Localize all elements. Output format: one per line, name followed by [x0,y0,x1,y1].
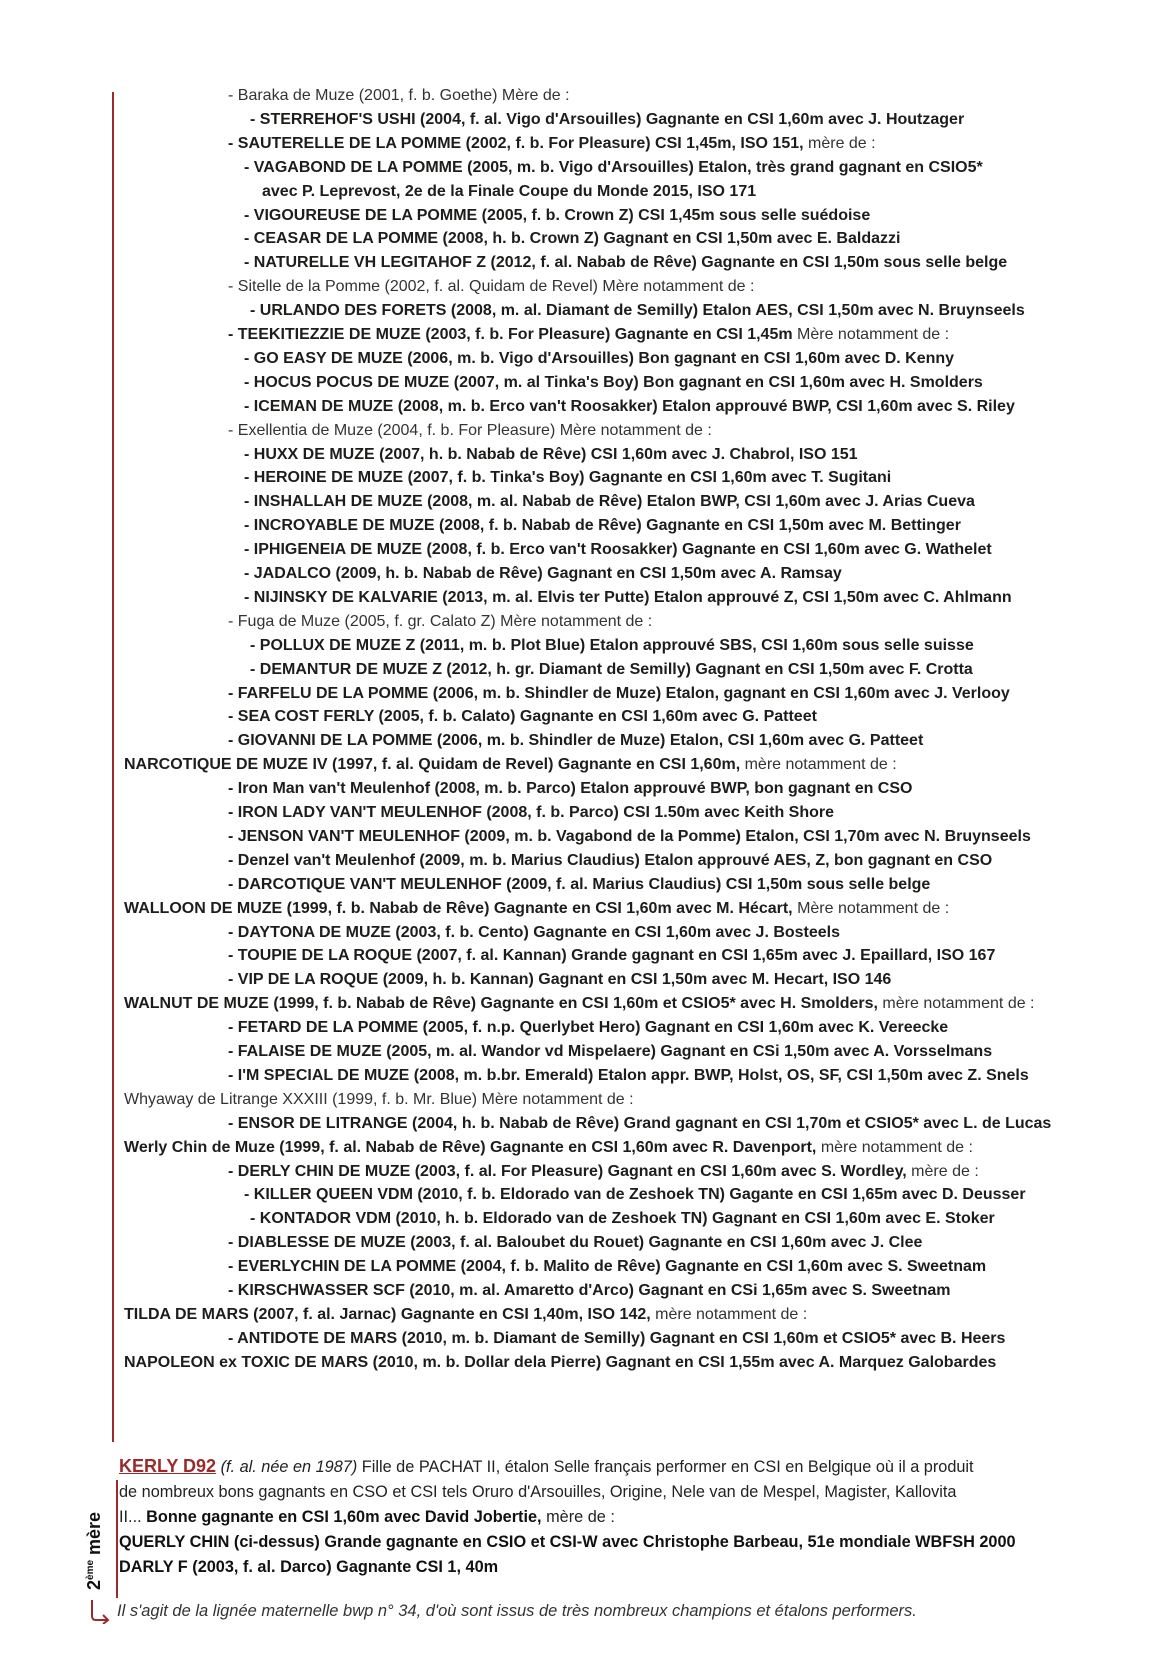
lineage-line [228,609,652,634]
kerly-line-5: DARLY F (2003, f. al. Darco) Gagnante CSI 1, 40m [119,1558,499,1576]
kerly-line-2: de nombreux bons gagnants en CSO et CSI tels Oruro d'Arsouilles, Origine, Nele van de Mespel, Magister, Kallovita [119,1483,957,1501]
lineage-line [228,1015,948,1040]
lineage-line-bold: TILDA DE MARS (2007, f. al. Jarnac) Gagnante en CSI 1,40m, ISO 142, [124,1305,651,1323]
lineage-line-text: - Exellentia de Muze (2004, f. b. For Pleasure) Mère notamment de : [228,421,712,439]
lineage-line-rest: mère de : [803,134,876,152]
lineage-line-bold: - TEEKITIEZZIE DE MUZE (2003, f. b. For Pleasure) Gagnante en CSI 1,45m [228,326,793,343]
lineage-line [228,1254,986,1279]
lineage-line-bold: - IRON LADY VAN'T MEULENHOF (2008, f. b. Parco) CSI 1.50m avec Keith Shore [228,804,835,821]
lineage-line [228,681,1010,706]
lineage-line [228,1326,1005,1351]
lineage-line [228,274,754,299]
lineage-line-bold: - VIP DE LA ROQUE (2009, h. b. Kannan) Gagnant en CSI 1,50m avec M. Hecart, ISO 146 [228,971,892,989]
lineage-line [250,107,964,132]
lineage-line [228,83,570,108]
lineage-line [228,800,834,825]
lineage-line [228,418,712,443]
kerly-line-3 [119,1505,1119,1530]
lineage-line-rest: mère notamment de : [740,756,897,774]
lineage-line [244,561,842,586]
lineage-line [228,1039,992,1064]
lineage-line-bold: - DERLY CHIN DE MUZE (2003, f. al. For Pleasure) Gagnant en CSI 1,60m avec S. Wordley, [228,1162,907,1180]
lineage-line [228,1278,951,1303]
lineage-line-bold: - URLANDO DES FORETS (2008, m. al. Diamant de Semilly) Etalon AES, CSI 1,50m avec N. Bruynseels [250,302,1025,320]
lineage-line [244,250,1007,275]
lineage-line [124,1302,807,1327]
lineage-line-bold: - Iron Man van't Meulenhof (2008, m. b. Parco) Etalon approuvé BWP, bon gagnant en CSO [228,780,913,798]
kerly-desc-1: Fille de PACHAT II, étalon Selle français performer en CSI en Belgique où il a produit [357,1458,974,1476]
lineage-line-bold: avec P. Leprevost, 2e de la Finale Coupe du Monde 2015, ISO 171 [262,182,757,200]
lineage-line-bold: - GO EASY DE MUZE (2006, m. b. Vigo d'Arsouilles) Bon gagnant en CSI 1,60m avec D. Kenny [244,349,955,367]
lineage-rule [112,92,114,1442]
lineage-line-bold: - HOCUS POCUS DE MUZE (2007, m. al Tinka's Boy) Bon gagnant en CSI 1,60m avec H. Smolders [244,373,983,391]
lineage-line [244,489,975,514]
lineage-line [250,633,974,658]
lineage-line-bold: - DARCOTIQUE VAN'T MEULENHOF (2009, f. al. Marius Claudius) CSI 1,50m sous selle belge [228,875,931,893]
lineage-line [124,752,897,777]
lineage-line [228,920,840,945]
lineage-line [228,1159,979,1184]
return-arrow-icon [86,1598,112,1624]
lineage-line [228,131,876,156]
lineage-line-rest: mère de : [906,1162,979,1180]
lineage-line-bold: NAPOLEON ex TOXIC DE MARS (2010, m. b. Dollar dela Pierre) Gagnant en CSI 1,55m avec A. Marquez Galobardes [124,1353,997,1371]
lineage-line [228,848,992,873]
lineage-line-bold: - JADALCO (2009, h. b. Nabab de Rêve) Gagnant en CSI 1,50m avec A. Ramsay [244,565,842,582]
lineage-line-bold: - FETARD DE LA POMME (2005, f. n.p. Querlybet Hero) Gagnant en CSI 1,60m avec K. Vereecke [228,1019,949,1037]
lineage-line-text: - Baraka de Muze (2001, f. b. Goethe) Mère de : [228,87,570,104]
lineage-line [228,728,923,753]
lineage-line-bold: - CEASAR DE LA POMME (2008, h. b. Crown Z) Gagnant en CSI 1,50m avec E. Baldazzi [244,230,901,248]
lineage-line-bold: - Denzel van't Meulenhof (2009, m. b. Marius Claudius) Etalon approuvé AES, Z, bon gagnant en CSO [228,851,993,869]
lineage-line-bold: - VAGABOND DE LA POMME (2005, m. b. Vigo d'Arsouilles) Etalon, très grand gagnant en CSIO5* [244,158,983,176]
kerly-subtitle: (f. al. née en 1987) [220,1458,358,1476]
lineage-line-rest: Mère notamment de : [792,326,950,343]
lineage-line-bold: - HEROINE DE MUZE (2007, f. b. Tinka's Boy) Gagnante en CSI 1,60m avec T. Sugitani [244,469,892,487]
lineage-line [124,991,1035,1016]
lineage-line-text: Whyaway de Litrange XXXIII (1999, f. b. Mr. Blue) Mère notamment de : [124,1090,634,1108]
lineage-line [244,394,1015,419]
lineage-line-bold: Werly Chin de Muze (1999, f. al. Nabab de Rêve) Gagnante en CSI 1,60m avec R. Davenport, [124,1138,817,1156]
lineage-line [244,442,858,467]
lineage-line-text: - Sitelle de la Pomme (2002, f. al. Quidam de Revel) Mère notamment de : [228,278,755,296]
lineage-line-bold: - VIGOUREUSE DE LA POMME (2005, f. b. Crown Z) CSI 1,45m sous selle suédoise [244,206,871,224]
lineage-line-bold: - ENSOR DE LITRANGE (2004, h. b. Nabab de Rêve) Grand gagnant en CSI 1,70m et CSIO5* avec L. de Lucas [228,1114,1052,1132]
kerly-desc-3a: II... [119,1508,142,1526]
lineage-line [228,824,1031,849]
lineage-line-bold: - ICEMAN DE MUZE (2008, m. b. Erco van't Roosakker) Etalon approuvé BWP, CSI 1,60m avec S. Riley [244,397,1015,415]
lineage-line [244,155,983,180]
lineage-line-bold: - FALAISE DE MUZE (2005, m. al. Wandor vd Mispelaere) Gagnant en CSi 1,50m avec A. Vorsselmans [228,1043,993,1060]
kerly-rule [116,1480,118,1598]
lineage-line [244,513,961,538]
lineage-line-bold: - ANTIDOTE DE MARS (2010, m. b. Diamant de Semilly) Gagnant en CSI 1,60m et CSIO5* avec B. Heers [228,1329,1006,1347]
side-label-num: 2 [84,1579,104,1590]
lineage-line-bold: NARCOTIQUE DE MUZE IV (1997, f. al. Quidam de Revel) Gagnante en CSI 1,60m, [124,756,741,774]
lineage-line [262,179,756,204]
lineage-line-bold: - I'M SPECIAL DE MUZE (2008, m. b.br. Emerald) Etalon appr. BWP, Holst, OS, SF, CSI 1,50m avec Z. Snels [228,1066,1029,1084]
kerly-title: KERLY D92 [119,1456,217,1476]
kerly-desc-3c: mère de : [541,1508,615,1526]
lineage-line [250,1206,995,1231]
lineage-line-bold: - INCROYABLE DE MUZE (2008, f. b. Nabab de Rêve) Gagnante en CSI 1,50m avec M. Bettinger [244,517,961,535]
kerly-section [119,1454,1119,1580]
lineage-line-bold: - SAUTERELLE DE LA POMME (2002, f. b. For Pleasure) CSI 1,45m, ISO 151, [228,134,804,152]
lineage-line-text: - Fuga de Muze (2005, f. gr. Calato Z) Mère notamment de : [228,612,653,630]
lineage-line [124,1135,973,1160]
lineage-line-bold: - NATURELLE VH LEGITAHOF Z (2012, f. al. Nabab de Rêve) Gagnante en CSI 1,50m sous selle belge [244,254,1008,272]
lineage-line-bold: - KIRSCHWASSER SCF (2010, m. al. Amaretto d'Arco) Gagnant en CSi 1,65m avec S. Sweetnam [228,1282,951,1299]
lineage-line-bold: - KONTADOR VDM (2010, h. b. Eldorado van de Zeshoek TN) Gagnant en CSI 1,60m avec E. Stoker [250,1210,995,1228]
kerly-line-1 [119,1454,1119,1480]
lineage-line [244,203,870,228]
footer-note: Il s'agit de la lignée maternelle bwp n° 34, d'où sont issus de très nombreux champions et étalons performers. [117,1602,917,1620]
lineage-line-rest: Mère notamment de : [792,899,950,917]
lineage-line-rest: mère notamment de : [877,995,1035,1013]
lineage-line [228,322,949,347]
lineage-line [228,1111,1051,1136]
kerly-desc-3b: Bonne gagnante en CSI 1,60m avec David Jobertie, [141,1508,542,1526]
lineage-line [124,1087,634,1112]
lineage-line [228,704,817,729]
lineage-line-bold: - EVERLYCHIN DE LA POMME (2004, f. b. Malito de Rêve) Gagnante en CSI 1,60m avec S. Sweetnam [228,1258,987,1276]
lineage-line [228,1230,922,1255]
lineage-line [244,537,992,562]
lineage-line-rest: mère notamment de : [816,1138,973,1156]
lineage-line [124,1350,996,1375]
side-label-word: mère [84,1511,104,1560]
lineage-line-bold: - DAYTONA DE MUZE (2003, f. b. Cento) Gagnante en CSI 1,60m avec J. Bosteels [228,923,841,941]
lineage-line-bold: WALNUT DE MUZE (1999, f. b. Nabab de Rêve) Gagnante en CSI 1,60m et CSIO5* avec H. Smolders, [124,995,878,1013]
lineage-line-bold: - DIABLESSE DE MUZE (2003, f. al. Baloubet du Rouet) Gagnante en CSI 1,60m avec J. Clee [228,1234,923,1252]
lineage-line-bold: - HUXX DE MUZE (2007, h. b. Nabab de Rêve) CSI 1,60m avec J. Chabrol, ISO 151 [244,445,858,463]
lineage-line-bold: WALLOON DE MUZE (1999, f. b. Nabab de Rêve) Gagnante en CSI 1,60m avec M. Hécart, [124,899,793,917]
lineage-line-bold: - STERREHOF'S USHI (2004, f. al. Vigo d'Arsouilles) Gagnante en CSI 1,60m avec J. Houtzager [250,110,965,128]
lineage-line-bold: - IPHIGENEIA DE MUZE (2008, f. b. Erco van't Roosakker) Gagnante en CSI 1,60m avec G. Wathelet [244,541,992,559]
lineage-line-bold: - TOUPIE DE LA ROQUE (2007, f. al. Kannan) Grande gagnant en CSI 1,65m avec J. Epaillard, ISO 167 [228,947,996,965]
lineage-line-bold: - JENSON VAN'T MEULENHOF (2009, m. b. Vagabond de la Pomme) Etalon, CSI 1,70m avec N. Bruynseels [228,827,1031,845]
lineage-line [124,896,949,921]
side-label-sup: ème [85,1559,96,1580]
lineage-line [244,346,954,371]
lineage-line [250,657,973,682]
lineage-line-bold: - KILLER QUEEN VDM (2010, f. b. Eldorado van de Zeshoek TN) Gagante en CSI 1,65m avec D. Deusser [244,1186,1026,1204]
lineage-line-bold: - SEA COST FERLY (2005, f. b. Calato) Gagnante en CSI 1,60m avec G. Patteet [228,708,817,726]
lineage-line [244,465,891,490]
lineage-line-bold: - NIJINSKY DE KALVARIE (2013, m. al. Elvis ter Putte) Etalon approuvé Z, CSI 1,50m avec C. Ahlmann [244,588,1012,606]
side-label [84,1512,105,1590]
lineage-line-bold: - GIOVANNI DE LA POMME (2006, m. b. Shindler de Muze) Etalon, CSI 1,60m avec G. Patteet [228,732,924,750]
lineage-line [244,226,900,251]
lineage-line-bold: - POLLUX DE MUZE Z (2011, m. b. Plot Blue) Etalon approuvé SBS, CSI 1,60m sous selle suisse [250,636,974,654]
lineage-line [228,967,891,992]
lineage-line [228,1063,1029,1088]
lineage-line [244,585,1012,610]
lineage-line [244,370,983,395]
lineage-line [228,943,995,968]
lineage-line-bold: - FARFELU DE LA POMME (2006, m. b. Shindler de Muze) Etalon, gagnant en CSI 1,60m avec J. Verlooy [228,684,1010,702]
kerly-line-4: QUERLY CHIN (ci-dessus) Grande gagnante en CSIO et CSI-W avec Christophe Barbeau, 51e mondiale WBFSH 2000 [119,1533,1016,1551]
lineage-line-bold: - INSHALLAH DE MUZE (2008, m. al. Nabab de Rêve) Etalon BWP, CSI 1,60m avec J. Arias Cueva [244,493,975,511]
lineage-line-rest: mère notamment de : [650,1305,808,1323]
lineage-line [228,872,930,897]
lineage-line [244,1182,1026,1207]
lineage-line-bold: - DEMANTUR DE MUZE Z (2012, h. gr. Diamant de Semilly) Gagnant en CSI 1,50m avec F. Crotta [250,660,973,678]
lineage-line [250,298,1025,323]
lineage-line [228,776,912,801]
